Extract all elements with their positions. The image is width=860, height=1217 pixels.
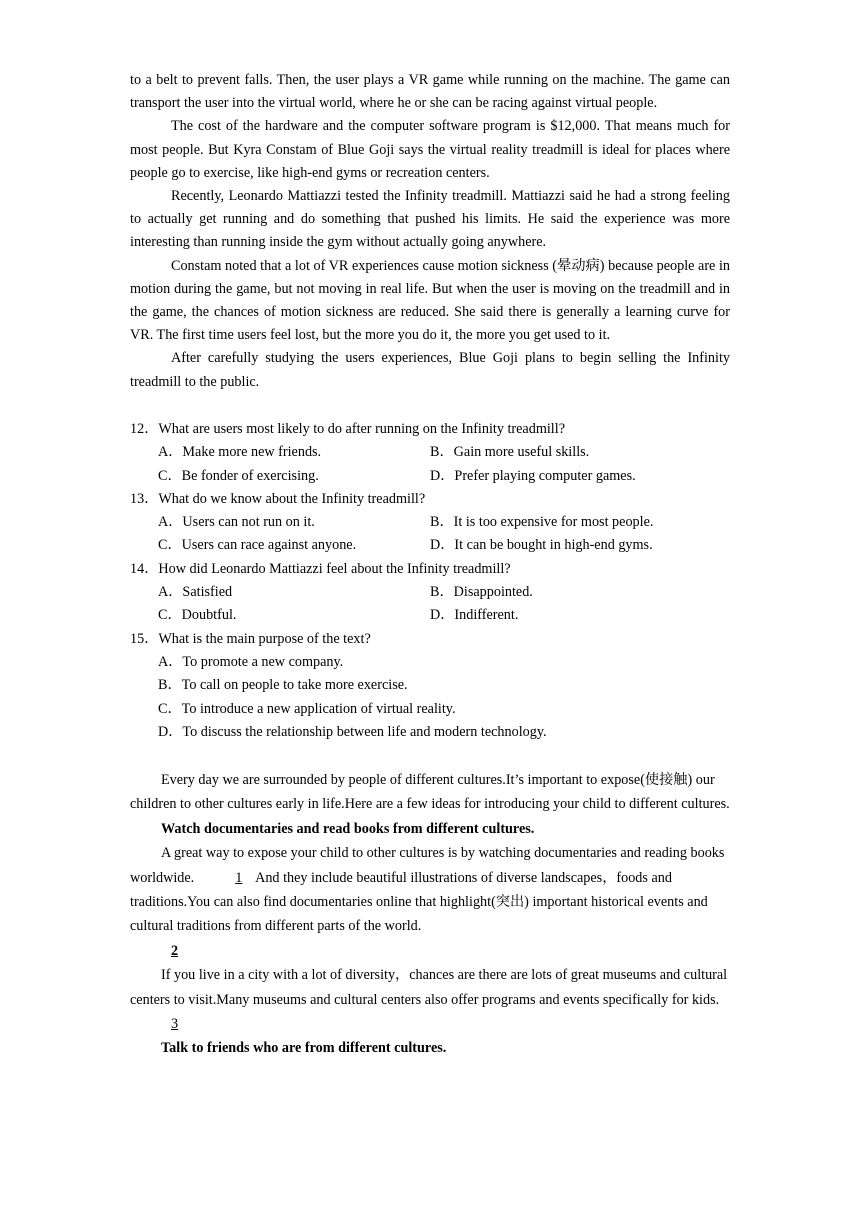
passage-2-intro: Every day we are surrounded by people of different cultures.It’s important to expose(使接触) our children to other cultures early in life.Here are a few ideas for introducing your child to different cultures. (130, 772, 730, 813)
question-number: 13． (130, 490, 159, 507)
passage-2 (130, 768, 730, 1061)
passage-1-paragraph: After carefully studying the users experiences, Blue Goji plans to begin selling the Infinity treadmill to the public. (130, 350, 730, 390)
option-row (130, 511, 730, 534)
option-b[interactable]: B．Disappointed. (430, 584, 533, 601)
section-heading: Watch documentaries and read books from different cultures. (161, 820, 535, 837)
blank-2[interactable]: 2 (171, 942, 179, 959)
option-d[interactable]: D．To discuss the relationship between life and modern technology. (158, 724, 547, 741)
question-text: What is the main purpose of the text? (158, 630, 371, 647)
passage-2-paragraph (130, 841, 730, 939)
option-row (130, 604, 730, 627)
question-stem (130, 628, 730, 651)
option-row (130, 465, 730, 488)
passage-1-paragraph: Constam noted that a lot of VR experiences cause motion sickness (晕动病) because people are in motion during the game, but not moving in real life. But when the user is moving on the treadmill and in the game, the chances of motion sickness are reduced. She said there is generally a learning curve for VR. The first time users feel lost, but the more you do it, the more you get used to it. (130, 257, 730, 344)
question-text: How did Leonardo Mattiazzi feel about the Infinity treadmill? (158, 560, 511, 577)
question-14 (130, 558, 730, 628)
paragraph-text: If you live in a city with a lot of diversity，chances are there are lots of great museums and cultural centers to visit.Many museums and cultural centers also offer programs and events specifically for kids. (130, 967, 728, 1008)
option-row (130, 581, 730, 604)
question-12 (130, 418, 730, 488)
option-d[interactable]: D．Indifferent. (430, 607, 519, 624)
passage-1-paragraph: The cost of the hardware and the computer software program is $12,000. That means much for most people. But Kyra Constam of Blue Goji says the virtual reality treadmill is ideal for places where people go to exercise, like high-end gyms or recreation centers. (130, 118, 730, 181)
option-d[interactable]: D．Prefer playing computer games. (430, 467, 636, 484)
blank-3[interactable]: 3 (171, 1016, 179, 1033)
blank-1[interactable]: 1 (235, 869, 243, 886)
question-stem (130, 558, 730, 581)
option-b[interactable]: B．To call on people to take more exercise. (158, 677, 408, 694)
question-text: What do we know about the Infinity treadmill? (158, 490, 426, 507)
option-a[interactable]: A．Users can not run on it. (158, 514, 315, 531)
question-stem (130, 418, 730, 441)
option-d[interactable]: D．It can be bought in high-end gyms. (430, 537, 653, 554)
questions-block (130, 418, 730, 745)
passage-1-paragraph: Recently, Leonardo Mattiazzi tested the Infinity treadmill. Mattiazzi said he had a strong feeling to actually get running and do something that pushed his limits. He said the experience was more interesting than running inside the gym without actually going anywhere. (130, 188, 730, 251)
passage-2-paragraph (130, 963, 730, 1036)
question-number: 12． (130, 421, 159, 437)
option-a[interactable]: A．To promote a new company. (158, 653, 344, 670)
question-number: 14． (130, 560, 159, 577)
question-text: What are users most likely to do after running on the Infinity treadmill? (158, 421, 565, 437)
question-stem (130, 488, 730, 511)
question-number: 15． (130, 630, 159, 647)
paragraph-text: A great way to expose your child to other cultures is by watching documentaries and reading books worldwide. (130, 845, 725, 886)
passage-1 (130, 69, 730, 394)
option-c[interactable]: C．To introduce a new application of virtual reality. (158, 700, 456, 717)
option-row (130, 534, 730, 557)
option-b[interactable]: B．It is too expensive for most people. (430, 514, 654, 531)
question-15 (130, 628, 730, 745)
blank-heading (130, 939, 730, 963)
option-b[interactable]: B．Gain more useful skills. (430, 444, 590, 461)
option-c[interactable]: C．Users can race against anyone. (158, 537, 357, 554)
option-c[interactable]: C．Doubtful. (158, 607, 237, 624)
passage-1-paragraph: to a belt to prevent falls. Then, the user plays a VR game while running on the machine. The game can transport the user into the virtual world, where he or she can be racing against virtual people. (130, 72, 730, 112)
option-c[interactable]: C．Be fonder of exercising. (158, 467, 319, 484)
option-a[interactable]: A．Make more new friends. (158, 444, 322, 461)
paragraph-text: And they include beautiful illustrations of diverse landscapes，foods and traditions.You can also find documentaries online that highlight(突出) important historical events and cultural traditions from different parts of the world. (130, 869, 708, 935)
option-a[interactable]: A．Satisfied (158, 584, 233, 601)
section-heading: Talk to friends who are from different cultures. (161, 1040, 447, 1057)
question-13 (130, 488, 730, 558)
option-row (130, 441, 730, 464)
